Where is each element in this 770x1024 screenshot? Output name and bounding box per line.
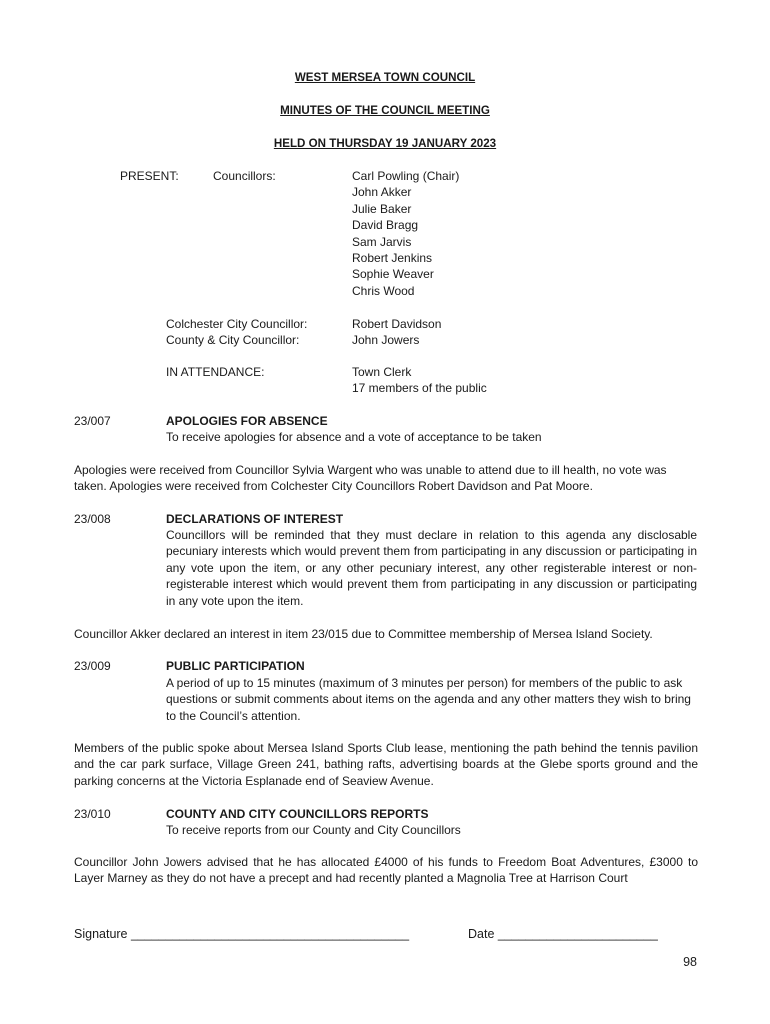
item-title: APOLOGIES FOR ABSENCE xyxy=(166,414,328,428)
item-title: PUBLIC PARTICIPATION xyxy=(166,659,305,673)
date-line: Date _______________________ xyxy=(468,927,658,941)
item-minute: Apologies were received from Councillor Sylvia Wargent who was unable to attend due to ill health, no vote was taken. Apologies were received from Colchester City Councillors Robert Davidson and Pat Moore. xyxy=(74,463,667,494)
item-description: To receive reports from our County and City Councillors xyxy=(166,823,461,837)
item-title: DECLARATIONS OF INTEREST xyxy=(166,512,344,526)
county-councillor-label: County & City Councillor: xyxy=(166,333,300,347)
attendance-list xyxy=(352,364,487,397)
colchester-councillor-name: Robert Davidson xyxy=(352,317,442,331)
colchester-councillor-label: Colchester City Councillor: xyxy=(166,317,308,331)
item-number: 23/009 xyxy=(74,659,111,673)
item-title: COUNTY AND CITY COUNCILLORS REPORTS xyxy=(166,807,429,821)
councillor-name: Chris Wood xyxy=(352,283,415,298)
councillors-label: Councillors: xyxy=(213,169,276,183)
attendance-label: IN ATTENDANCE: xyxy=(166,365,265,379)
item-minute: Councillor Akker declared an interest in item 23/015 due to Committee membership of Mersea Island Society. xyxy=(74,627,653,641)
item-description: To receive apologies for absence and a vote of acceptance to be taken xyxy=(166,430,542,444)
item-number: 23/010 xyxy=(74,807,111,821)
councillor-name: Sam Jarvis xyxy=(352,234,412,249)
county-councillor-name: John Jowers xyxy=(352,333,420,347)
item-description: Councillors will be reminded that they must declare in relation to this agenda any disclosable pecuniary interests which would prevent them from participating in any discussion or participating in any vote upon the item, or any other pecuniary interest, any other registerable interest or non-registerable interest which would prevent them from participating in any discussion or participating in any vote upon the item. xyxy=(166,528,697,608)
councillor-name: Sophie Weaver xyxy=(352,267,434,282)
councillor-name: Robert Jenkins xyxy=(352,250,433,265)
document-title: MINUTES OF THE COUNCIL MEETING xyxy=(280,104,490,117)
item-minute: Councillor John Jowers advised that he has allocated £4000 of his funds to Freedom Boat Adventures, £3000 to Layer Marney as they do not have a precept and had recently planted a Magnolia Tree at Harrison Court xyxy=(74,855,698,886)
council-heading: WEST MERSEA TOWN COUNCIL xyxy=(294,71,476,84)
page-number: 98 xyxy=(683,955,697,969)
attendee: Town Clerk xyxy=(352,365,412,379)
item-description: A period of up to 15 minutes (maximum of 3 minutes per person) for members of the public to ask questions or submit comments about items on the agenda and any other matters they wish to bring to the Council’s attention. xyxy=(166,676,691,723)
councillor-name: David Bragg xyxy=(352,218,419,233)
councillor-name: Carl Powling (Chair) xyxy=(352,169,460,183)
item-number: 23/007 xyxy=(74,414,111,428)
meeting-date-heading: HELD ON THURSDAY 19 JANUARY 2023 xyxy=(273,137,497,150)
item-number: 23/008 xyxy=(74,512,111,526)
attendee: 17 members of the public xyxy=(352,381,487,396)
councillors-list xyxy=(352,168,459,299)
councillor-name: John Akker xyxy=(352,185,412,200)
present-label: PRESENT: xyxy=(120,169,179,183)
item-minute: Members of the public spoke about Mersea Island Sports Club lease, mentioning the path behind the tennis pavilion and the car park surface, Village Green 241, bathing rafts, advertising boards at the Glebe sports ground and the parking concerns at the Victoria Esplanade end of Seaview Avenue. xyxy=(74,741,698,788)
signature-line: Signature ________________________________________ xyxy=(74,927,410,941)
councillor-name: Julie Baker xyxy=(352,201,412,216)
